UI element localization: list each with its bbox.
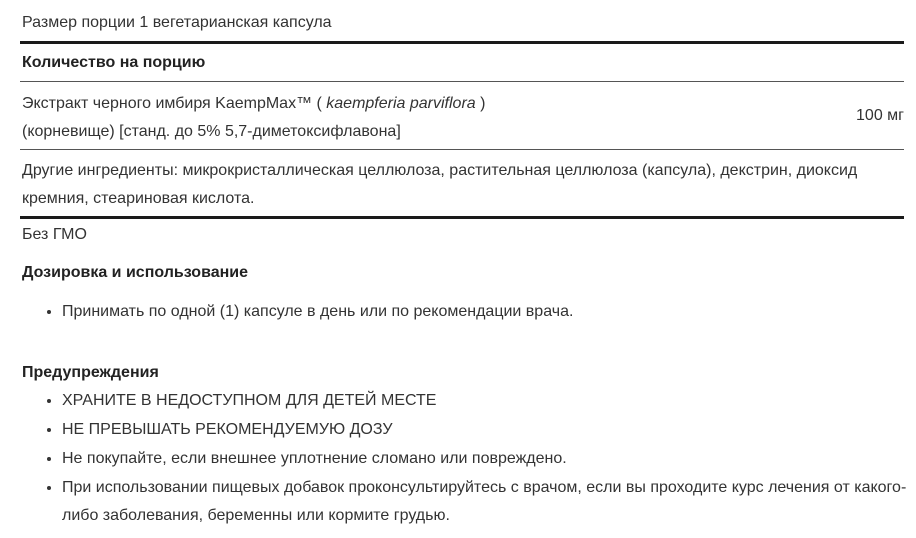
non-gmo-note: Без ГМО [22, 226, 87, 243]
dosage-list [40, 297, 912, 326]
other-ingredients: Другие ингредиенты: микрокристаллическая целлюлоза, растительная целлюлоза (капсула), декстрин, диоксид кремния, стеариновая кислота. [22, 162, 858, 207]
warnings-list [40, 386, 912, 530]
warnings-title: Предупреждения [22, 364, 159, 381]
list-item: • Принимать по одной (1) капсуле в день или по рекомендации врача. [62, 297, 912, 326]
divider-thick [20, 216, 904, 219]
list-item: • Не покупайте, если внешнее уплотнение сломано или повреждено. [62, 444, 912, 473]
divider-thin [20, 81, 904, 82]
amount-per-serving-heading: Количество на порцию [22, 54, 206, 71]
ingredient-amount: 100 мг [856, 107, 904, 124]
divider-thick [20, 41, 904, 44]
dosage-title: Дозировка и использование [22, 264, 248, 281]
serving-size: Размер порции 1 вегетарианская капсула [22, 14, 332, 31]
list-item: • НЕ ПРЕВЫШАТЬ РЕКОМЕНДУЕМУЮ ДОЗУ [62, 415, 912, 444]
divider-thin [20, 149, 904, 150]
ingredient-name-latin: kaempferia parviflora [326, 95, 476, 112]
ingredient-details: (корневище) [станд. до 5% 5,7-диметоксифлавона] [22, 123, 401, 140]
list-item: • ХРАНИТЕ В НЕДОСТУПНОМ ДЛЯ ДЕТЕЙ МЕСТЕ [62, 386, 912, 415]
ingredient-description [22, 90, 802, 146]
ingredient-name-suffix: ) [475, 95, 486, 112]
ingredient-name-prefix: Экстракт черного имбиря KaempMax™ ( [22, 95, 327, 112]
list-item: • При использовании пищевых добавок проконсультируйтесь с врачом, если вы проходите курс лечения от какого-либо заболевания, беременны или кормите грудью. [62, 473, 912, 530]
